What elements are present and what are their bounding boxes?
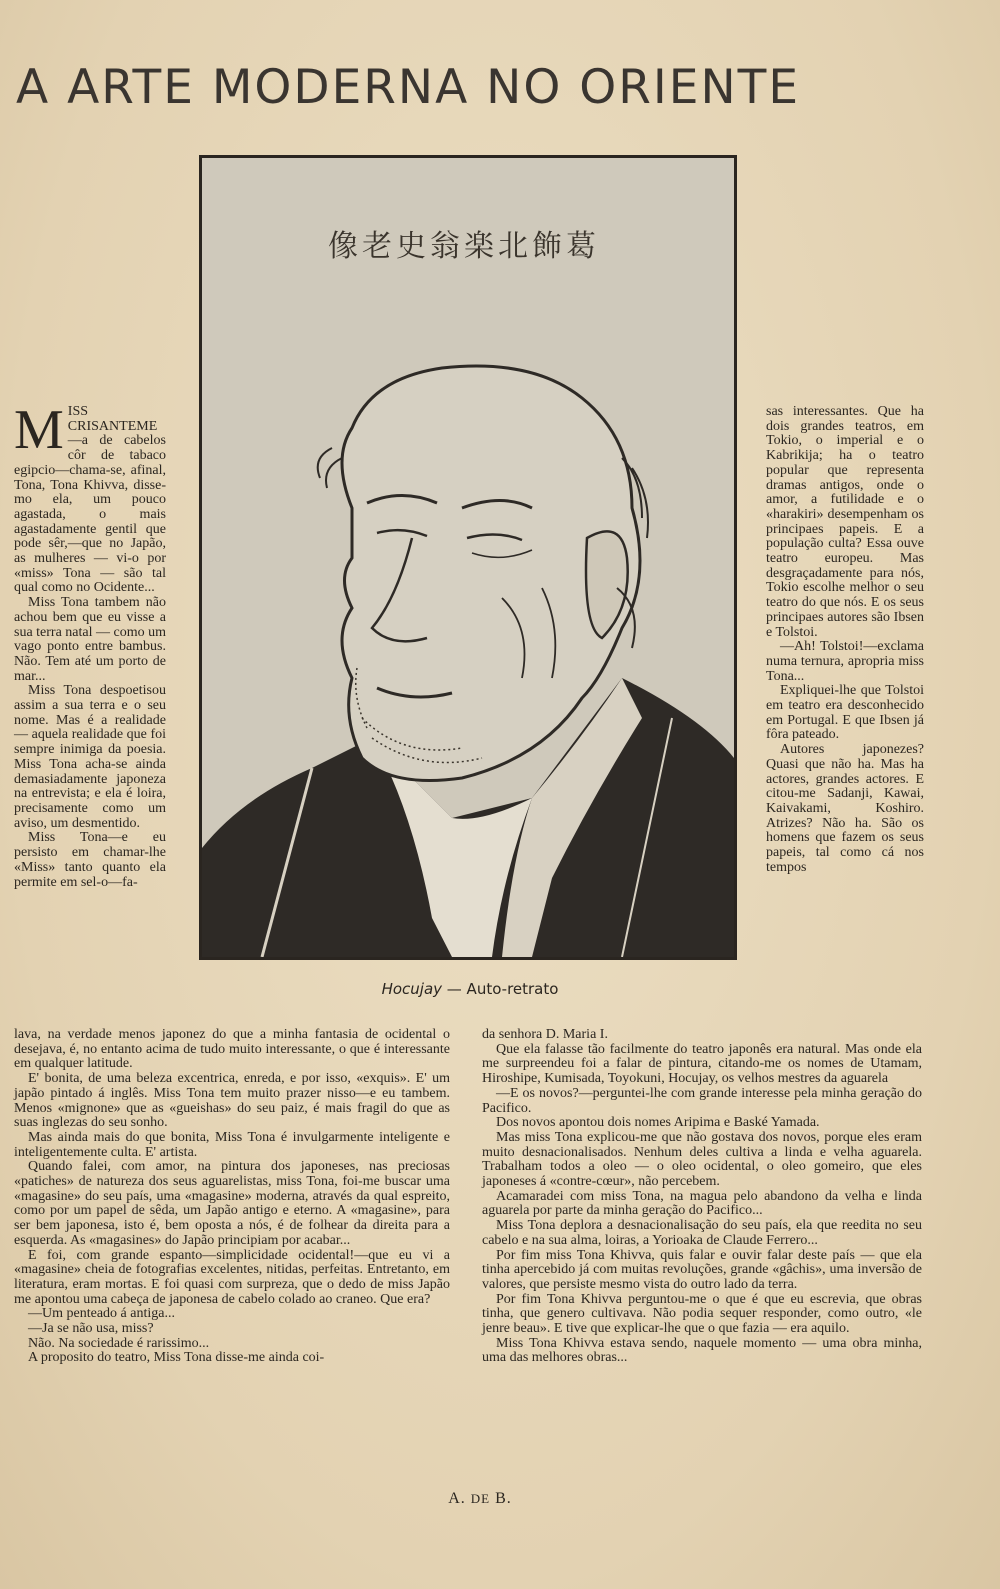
seal-inscription: 像老史翁楽北飾葛 [328, 229, 600, 264]
paragraph: E foi, com grande espanto—simplicidade ocidental!—que eu vi a «magasine» cheia de fotografias excelentes, nitidas, perfeitas. Entretanto, em literatura, eram mortas. E foi quasi com surpreza, que o dedo de miss Japão me apontou uma cabeça de japonesa de cabelo colado ao craneo. Que era? [14, 1247, 450, 1307]
caption-artist-name: Hocujay [381, 980, 443, 998]
signature-particle: DE [470, 1491, 491, 1506]
paragraph-continuation: da senhora D. Maria I. [482, 1027, 608, 1042]
paragraph: Miss Tona Khivva estava sendo, naquele momento — uma obra minha, uma das melhores obras... [482, 1335, 922, 1366]
portrait-figure [199, 155, 737, 960]
paragraph: Miss Tona despoetisou assim a sua terra e o seu nome. Mas é a realidade — aquela realidade que foi sempre inimiga da poesia. Miss Tona acha-se ainda demasiadamente japoneza na entrevista; e ela é loira, precisamente como um aviso, um desmentido. [14, 683, 166, 831]
paragraph: Mas ainda mais do que bonita, Miss Tona é invulgarmente inteligente e inteligentemente culta. E' artista. [14, 1129, 450, 1160]
opening-paragraph [14, 399, 166, 596]
caption-text: — Auto-retrato [442, 980, 559, 998]
signature-name: B. [495, 1490, 512, 1507]
paragraph: Mas miss Tona explicou-me que não gostava dos novos, porque eles eram muito desnacionalisados. Nenhum deles cultiva a linda e velha aguarela. Trabalham todos a oleo — o oleo ocidental, o oleo gomeiro, que eles japoneses á «contre-cœur», não percebem. [482, 1129, 922, 1190]
paragraph: Por fim miss Tona Khivva, quis falar e ouvir falar deste país — que ela tinha apercebido já com muitas revoluções, grande «gâchis», uma inversão de valores, que persiste mesmo vista do outro lado da terra. [482, 1247, 922, 1292]
paragraph: Miss Tona deplora a desnacionalisação do seu país, ela que reedita no seu cabelo e na sua alma, loiras, a Yorioaka de Claude Ferrero... [482, 1218, 922, 1248]
paragraph: Expliquei-lhe que Tolstoi em teatro era desconhecido em Portugal. E que Ibsen já fôra pateado. [766, 683, 924, 743]
signature-initial: A. [448, 1490, 466, 1507]
column-bottom-left [14, 1028, 450, 1366]
paragraph-continuation: lava, na verdade menos japonez do que a minha fantasia de ocidental o desejava, é, no entanto acima de tudo muito interessante, o que é interessante em qualquer latitude. [14, 1027, 450, 1072]
paragraph: Por fim Tona Khivva perguntou-me o que é que eu escrevia, que obras tinha, que genero cultivava. Não podia sequer responder, como outro, «le jenre beau». E tive que explicar-lhe que o que fazia — era aquilo. [482, 1291, 922, 1337]
paragraph-continuation: sas interessantes. Que ha dois grandes teatros, em Tokio, o imperial e o Kabrikija; ha o teatro popular que representa dramas antigos, onde o amor, a futilidade e o «harakiri» desempenham os principaes papeis. E a população culta? Essa ouve teatro europeu. Mas desgraçadamente para nós, Tokio escolhe melhor o seu teatro do que nós. E os seus principaes autores são Ibsen e Tolstoi. [766, 404, 924, 640]
portrait-illustration [202, 158, 734, 957]
drop-cap: M [14, 399, 64, 461]
paragraph: Miss Tona—e eu persisto em chamar-lhe «Miss» tanto quanto ela permite em sel-o—fa- [14, 830, 166, 890]
column-left-top [14, 399, 167, 890]
column-right-top [766, 405, 924, 876]
author-signature [420, 1490, 540, 1508]
paragraph: A proposito do teatro, Miss Tona disse-me ainda coi- [28, 1350, 325, 1366]
paragraph: —Ja se não usa, miss? [28, 1321, 154, 1337]
opening-paragraph-text: ISS CRISANTEME—a de cabelos côr de tabaco egipcio—chama-se, afinal, Tona, Tona Khivva, disse-mo ela, um pouco agastada, o mais agastadamente gentil que pode sêr,—que no Japão, as mulheres — vi-o por «miss» Tona — são tal qual como no Ocidente... [14, 404, 166, 596]
paragraph: —Ah! Tolstoi!—exclama numa ternura, apropria miss Tona... [766, 639, 924, 684]
paragraph: Miss Tona tambem não achou bem que eu visse a sua terra natal — como um vago ponto entre bambus. Não. Tem até um porto de mar... [14, 595, 167, 684]
paragraph: Acamaradei com miss Tona, na magua pelo abandono da velha e linda aguarela por parte da minha geração do Pacifico... [482, 1188, 922, 1219]
column-bottom-right [482, 1028, 922, 1366]
paragraph: Autores japonezes? Quasi que não ha. Mas ha actores, grandes actores. E citou-me Sadanji, Kawai, Kaivakami, Koshiro. Atrizes? Não ha. São os homens que fazem os seus papeis, tal como cá nos tempos [766, 742, 924, 875]
figure-caption [300, 980, 640, 998]
paragraph: —Um penteado á antiga... [28, 1306, 175, 1322]
paragraph: E' bonita, de uma beleza excentrica, enreda, e por isso, «exquis». E' um japão pintado á inglês. Miss Tona tem muito prazer nisso—e eu tambem. Menos «mignone» que as «gueishas» do seu paiz, é mais fragil do que as suas inglezas do seu sonho. [14, 1071, 450, 1131]
paragraph: Não. Na sociedade é rarissimo... [28, 1335, 210, 1351]
paragraph: —E os novos?—perguntei-lhe com grande interesse pela minha geração do Pacifico. [482, 1085, 922, 1116]
page-title: A ARTE MODERNA NO ORIENTE [16, 60, 801, 115]
paragraph: Que ela falasse tão facilmente do teatro japonês era natural. Mas onde ela me surpreendeu foi a falar de pintura, citando-me os nomes de Utamam, Hiroshipe, Kumisada, Toyokuni, Hocujay, os velhos mestres da aguarela [482, 1041, 922, 1087]
paragraph: Dos novos apontou dois nomes Aripima e Baské Yamada. [496, 1115, 820, 1131]
paragraph: Quando falei, com amor, na pintura dos japoneses, nas preciosas «patiches» de natureza dos seus aguarelistas, miss Tona, foi-me buscar uma «magasine» do seu país, uma «magasine» moderna, através da qual espreito, como por um papel de sêda, um Japão antigo e eterno. A «magasine», para ser bem japonesa, isto é, bem oposta a nós, é de folhear da direita para a esquerda. As «magasines» do Japão principiam por acabar... [14, 1159, 450, 1248]
